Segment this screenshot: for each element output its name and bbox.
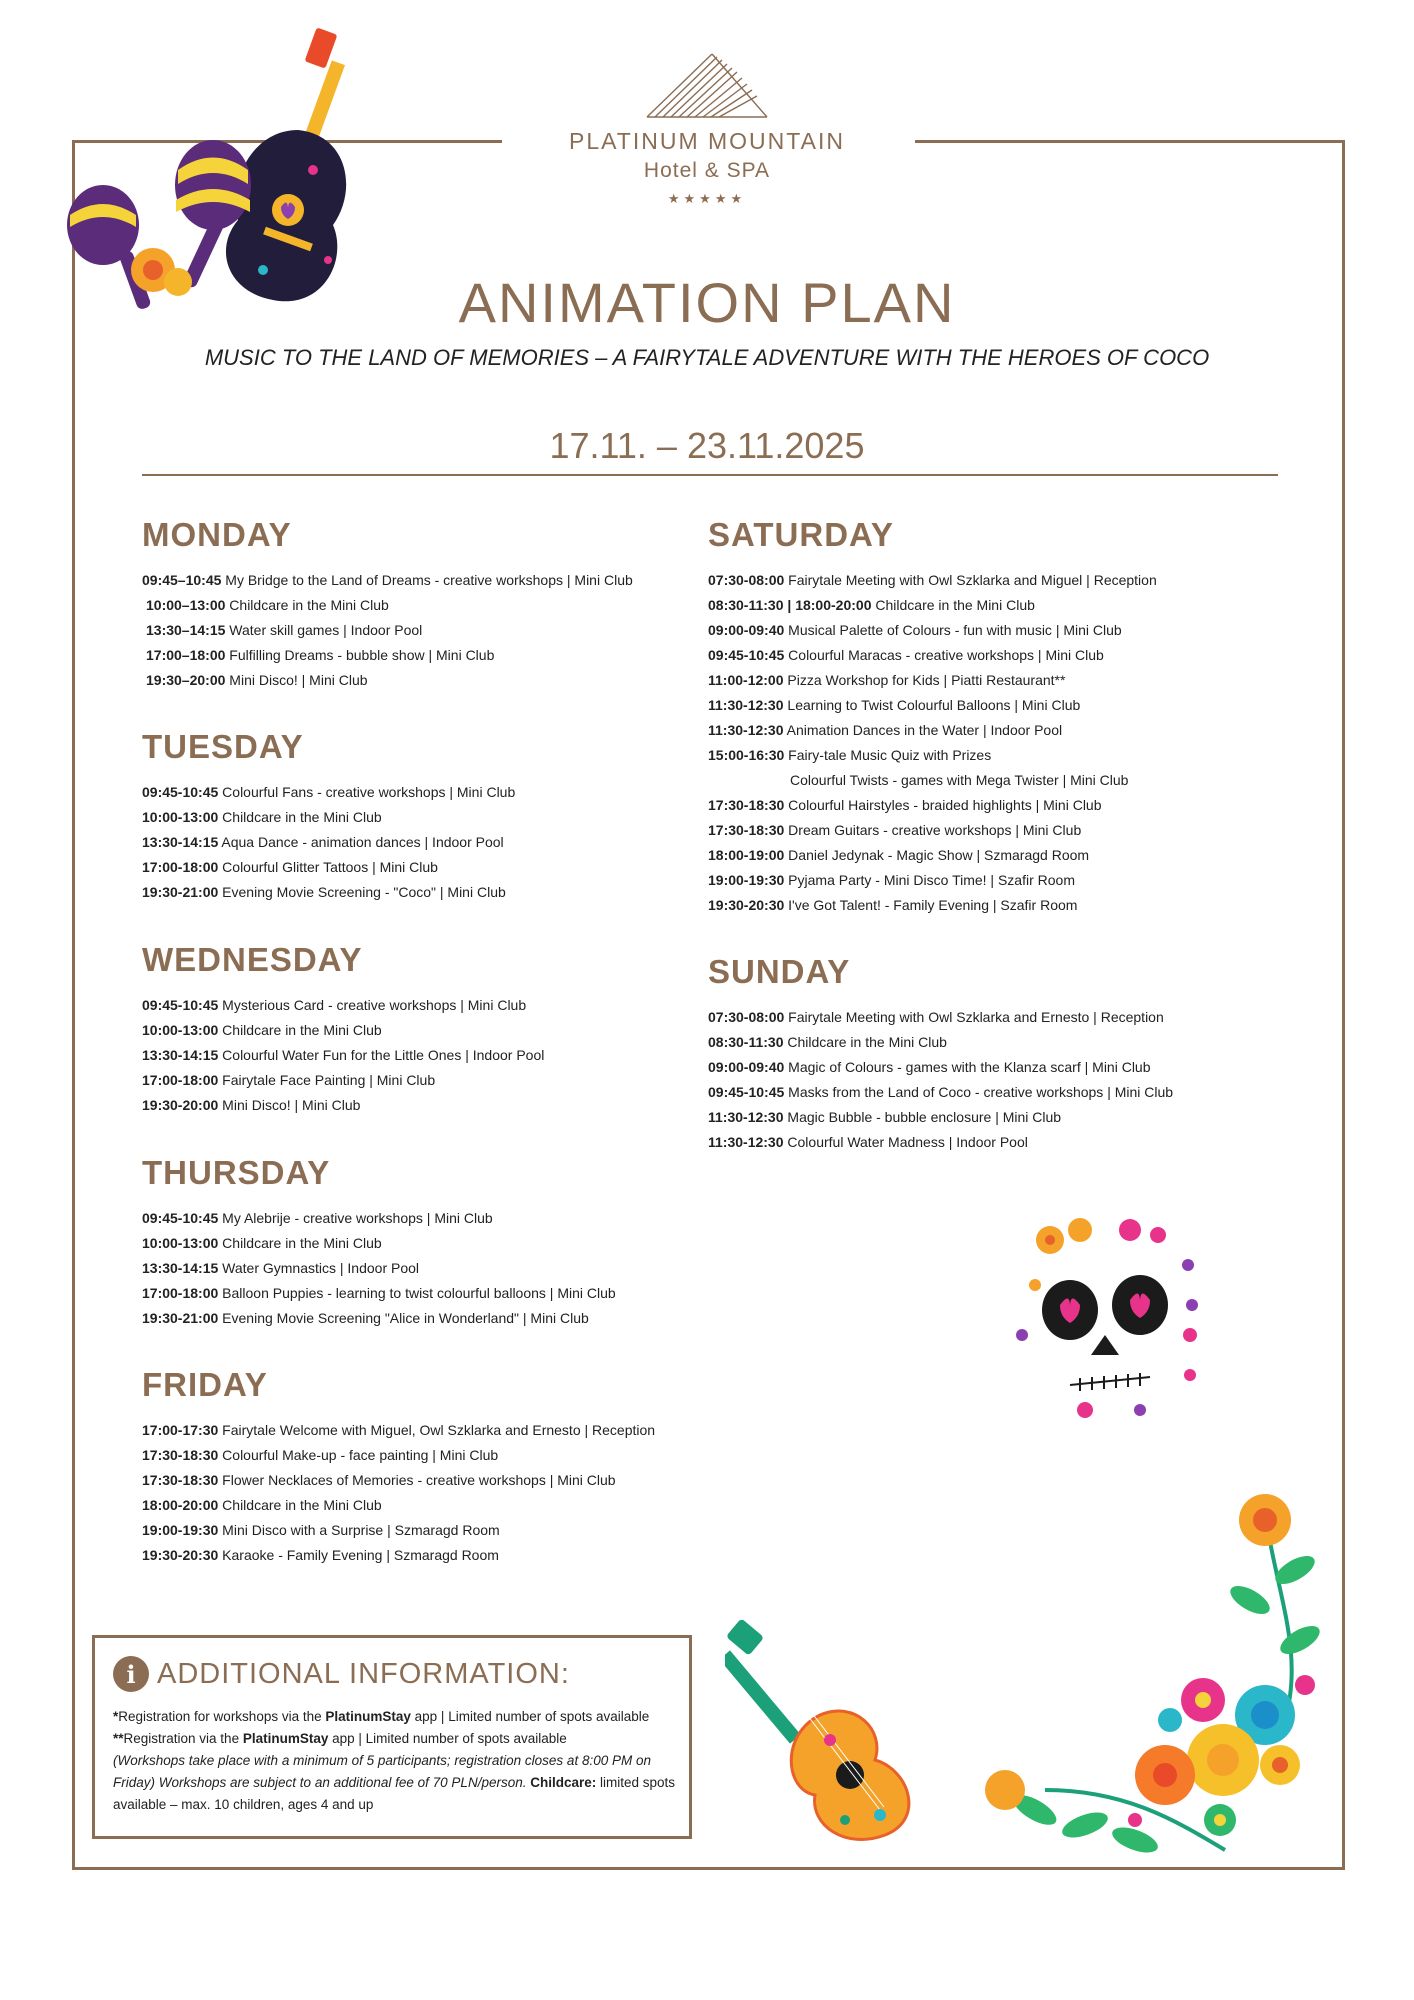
guitar-icon: [725, 1620, 945, 1850]
list-item: 09:00-09:40 Magic of Colours - games with the Klanza scarf | Mini Club: [708, 1059, 1151, 1075]
hotel-logo: [540, 52, 874, 207]
day-heading-friday: FRIDAY: [142, 1366, 268, 1403]
list-item: 09:00-09:40 Musical Palette of Colours - fun with music | Mini Club: [708, 622, 1122, 638]
list-item: Colourful Twists - games with Mega Twister | Mini Club: [790, 772, 1129, 788]
list-item: 08:30-11:30 Childcare in the Mini Club: [708, 1034, 947, 1050]
list-item: 13:30-14:15 Colourful Water Fun for the Little Ones | Indoor Pool: [142, 1047, 545, 1063]
list-item: 10:00–13:00 Childcare in the Mini Club: [146, 597, 389, 613]
additional-information-box: [92, 1635, 692, 1839]
schedule-list-tuesday: [142, 780, 515, 905]
date-range: 17.11. – 23.11.2025: [549, 425, 865, 466]
list-item: 07:30-08:00 Fairytale Meeting with Owl Szklarka and Ernesto | Reception: [708, 1009, 1164, 1025]
list-item: 10:00-13:00 Childcare in the Mini Club: [142, 1022, 382, 1038]
list-item: 19:30-21:00 Evening Movie Screening - "Coco" | Mini Club: [142, 884, 506, 900]
schedule-list-friday: [142, 1418, 655, 1568]
list-item: 19:30-20:30 I've Got Talent! - Family Evening | Szafir Room: [708, 897, 1078, 913]
info-icon: i: [113, 1656, 149, 1692]
list-item: 10:00-13:00 Childcare in the Mini Club: [142, 1235, 382, 1251]
list-item: 19:00-19:30 Mini Disco with a Surprise | Szmaragd Room: [142, 1522, 500, 1538]
date-divider: [142, 474, 1278, 476]
list-item: 17:30-18:30 Colourful Hairstyles - braided highlights | Mini Club: [708, 797, 1102, 813]
list-item: 09:45-10:45 Mysterious Card - creative workshops | Mini Club: [142, 997, 527, 1013]
day-heading-saturday: SATURDAY: [708, 516, 894, 553]
list-item: 11:30-12:30 Animation Dances in the Water | Indoor Pool: [708, 722, 1063, 738]
list-item: 19:30-20:30 Karaoke - Family Evening | Szmaragd Room: [142, 1547, 499, 1563]
schedule-list-wednesday: [142, 993, 544, 1118]
frame-line: [72, 140, 75, 1870]
sugar-skull-icon: [1000, 1205, 1210, 1430]
schedule-list-monday: [142, 568, 633, 693]
flowers-icon: [975, 1490, 1345, 1870]
list-item: 09:45-10:45 Colourful Fans - creative workshops | Mini Club: [142, 784, 516, 800]
list-item: 18:00-19:00 Daniel Jedynak - Magic Show | Szmaragd Room: [708, 847, 1090, 863]
list-item: 13:30-14:15 Aqua Dance - animation dances | Indoor Pool: [142, 834, 504, 850]
day-heading-monday: MONDAY: [142, 516, 292, 553]
info-title: ADDITIONAL INFORMATION:: [157, 1657, 570, 1690]
list-item: 11:30-12:30 Magic Bubble - bubble enclosure | Mini Club: [708, 1109, 1062, 1125]
schedule-list-sunday: [708, 1005, 1173, 1155]
frame-line: [915, 140, 1345, 143]
page-title: ANIMATION PLAN: [458, 271, 956, 334]
list-item: 13:30-14:15 Water Gymnastics | Indoor Pool: [142, 1260, 420, 1276]
list-item: 13:30–14:15 Water skill games | Indoor Pool: [146, 622, 423, 638]
hotel-stars: ★★★★★: [667, 191, 747, 206]
list-item: 11:00-12:00 Pizza Workshop for Kids | Piatti Restaurant**: [708, 672, 1066, 688]
mountain-logo-icon: [637, 52, 777, 122]
list-item: 11:30-12:30 Learning to Twist Colourful Balloons | Mini Club: [708, 697, 1081, 713]
info-body: [113, 1706, 683, 1816]
list-item: 17:30-18:30 Dream Guitars - creative workshops | Mini Club: [708, 822, 1082, 838]
day-heading-sunday: SUNDAY: [708, 953, 851, 990]
list-item: 11:30-12:30 Colourful Water Madness | Indoor Pool: [708, 1134, 1028, 1150]
day-heading-tuesday: TUESDAY: [142, 728, 304, 765]
page-subtitle: MUSIC TO THE LAND OF MEMORIES – A FAIRYTALE ADVENTURE WITH THE HEROES OF COCO: [204, 345, 1210, 370]
list-item: 19:30-20:00 Mini Disco! | Mini Club: [142, 1097, 361, 1113]
list-item: 09:45-10:45 Masks from the Land of Coco - creative workshops | Mini Club: [708, 1084, 1174, 1100]
list-item: 17:00-17:30 Fairytale Welcome with Miguel, Owl Szklarka and Ernesto | Reception: [142, 1422, 656, 1438]
list-item: 09:45-10:45 Colourful Maracas - creative workshops | Mini Club: [708, 647, 1104, 663]
info-line-1: *Registration for workshops via the PlatinumStay app | Limited number of spots available: [113, 1709, 650, 1724]
list-item: 19:00-19:30 Pyjama Party - Mini Disco Time! | Szafir Room: [708, 872, 1075, 888]
day-heading-thursday: THURSDAY: [142, 1154, 331, 1191]
list-item: 19:30–20:00 Mini Disco! | Mini Club: [146, 672, 368, 688]
list-item: 19:30-21:00 Evening Movie Screening "Alice in Wonderland" | Mini Club: [142, 1310, 589, 1326]
list-item: 07:30-08:00 Fairytale Meeting with Owl Szklarka and Miguel | Reception: [708, 572, 1157, 588]
day-heading-wednesday: WEDNESDAY: [142, 941, 363, 978]
list-item: 17:00-18:00 Fairytale Face Painting | Mini Club: [142, 1072, 436, 1088]
schedule-list-thursday: [142, 1206, 616, 1331]
list-item: 15:00-16:30 Fairy-tale Music Quiz with Prizes: [708, 747, 992, 763]
hotel-name: PLATINUM MOUNTAIN: [569, 128, 845, 154]
schedule-list-saturday: [708, 568, 1157, 918]
list-item: 17:00-18:00 Colourful Glitter Tattoos | Mini Club: [142, 859, 438, 875]
list-item: 09:45–10:45 My Bridge to the Land of Dreams - creative workshops | Mini Club: [142, 572, 633, 588]
list-item: 10:00-13:00 Childcare in the Mini Club: [142, 809, 382, 825]
info-line-3: (Workshops take place with a minimum of 5 participants; registration closes at 8:00 PM on Friday) Workshops are subject to an additional fee of 70 PLN/person. Childcare: limited spots available – max. 10 children, ages 4 and up: [113, 1753, 676, 1812]
list-item: 18:00-20:00 Childcare in the Mini Club: [142, 1497, 382, 1513]
list-item: 17:30-18:30 Flower Necklaces of Memories - creative workshops | Mini Club: [142, 1472, 616, 1488]
info-line-2: **Registration via the PlatinumStay app | Limited number of spots available: [113, 1731, 567, 1746]
list-item: 17:00–18:00 Fulfilling Dreams - bubble show | Mini Club: [146, 647, 495, 663]
list-item: 17:30-18:30 Colourful Make-up - face painting | Mini Club: [142, 1447, 499, 1463]
list-item: 09:45-10:45 My Alebrije - creative workshops | Mini Club: [142, 1210, 493, 1226]
list-item: 08:30-11:30 | 18:00-20:00 Childcare in the Mini Club: [708, 597, 1035, 613]
hotel-subtitle: Hotel & SPA: [643, 159, 771, 182]
list-item: 17:00-18:00 Balloon Puppies - learning to twist colourful balloons | Mini Club: [142, 1285, 616, 1301]
info-header: [113, 1656, 570, 1692]
